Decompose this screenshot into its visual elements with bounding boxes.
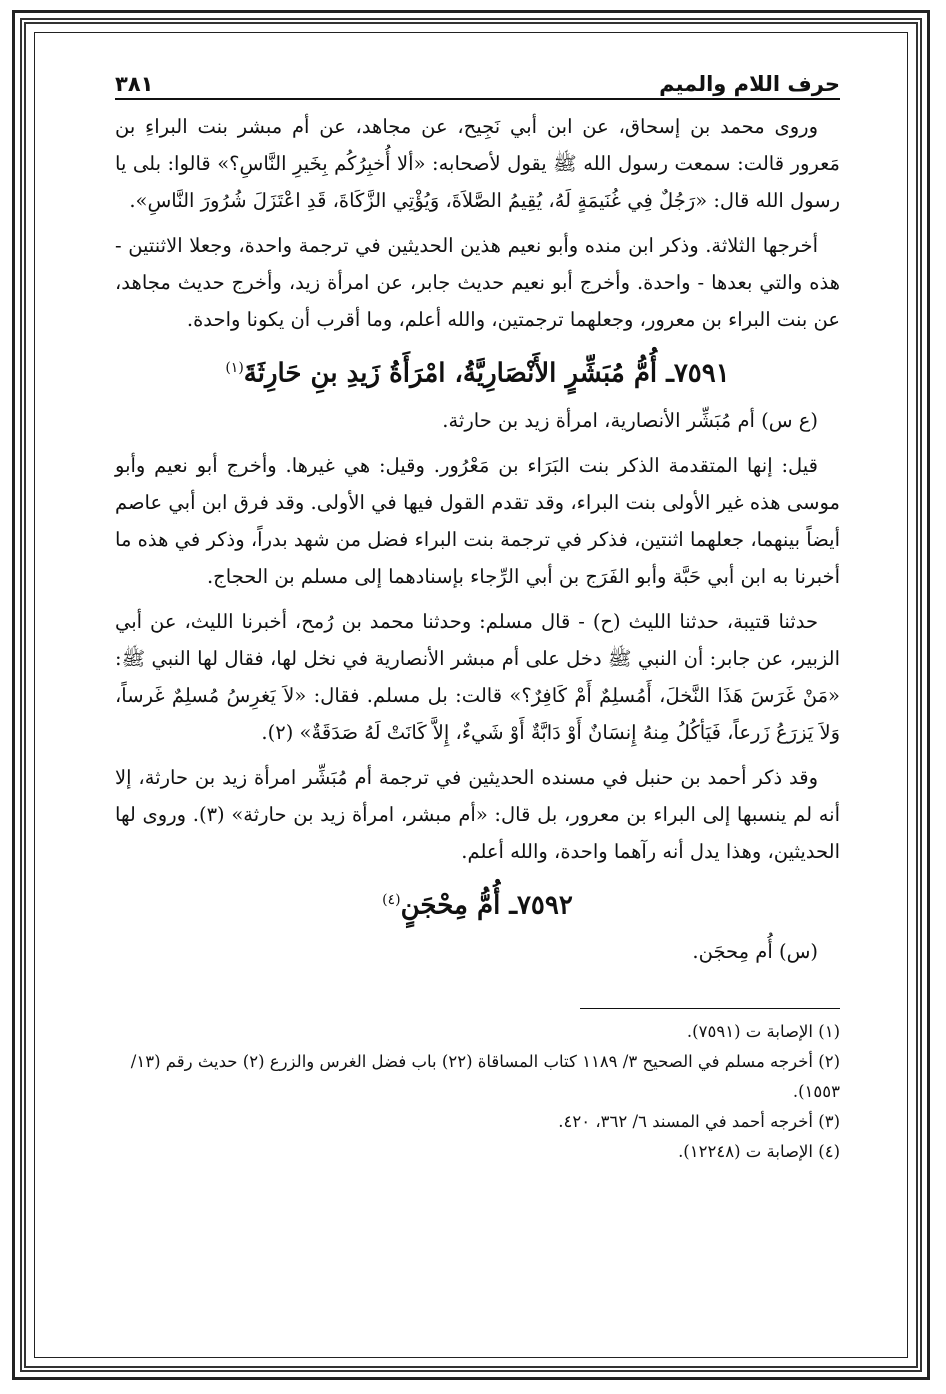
- paragraph: أخرجها الثلاثة. وذكر ابن منده وأبو نعيم هذين الحديثين في ترجمة واحدة، وجعلا الاثنتين - هذه والتي بعدها - واحدة. وأخرج أبو نعيم حديث جابر، عن امرأة زيد، وأخرج حديث مجاهد، عن بنت البراء بن معرور، وجعلهما ترجمتين، والله أعلم، وما أقرب أن يكونا واحدة.: [115, 234, 840, 331]
- paragraph: حدثنا قتيبة، حدثنا الليث (ح) - قال مسلم: وحدثنا محمد بن رُمح، أخبرنا الليث، عن أبي الزبير، عن جابر: أن النبي ﷺ دخل على أم مبشر الأنصارية في نخل لها، فقال لها النبي ﷺ: «مَنْ غَرَسَ هَذَا النَّخلَ، أَمُسلِمٌ أَمْ كَافِرٌ؟» قالت: بل مسلم. فقال: «لاَ يَغرِسُ مُسلِمٌ غَرساً، وَلاَ يَزرَعُ زَرعاً، فَيَأكُلُ مِنهُ إِنسَانٌ أَوْ دَابَّةٌ أَوْ شَيءٌ، إِلاَّ كَانَتْ لَهُ صَدَقَةٌ» (٢).: [115, 609, 840, 744]
- footnote: (٣) أخرجه أحمد في المسند ٦/ ٣٦٢، ٤٢٠.: [558, 1112, 840, 1132]
- footnote: (٢) أخرجه مسلم في الصحيح ٣/ ١١٨٩ كتاب المساقاة (٢٢) باب فضل الغرس والزرع (٢) حديث رقم (١٣/ ١٥٥٣).: [130, 1052, 840, 1102]
- footnotes: [115, 1017, 840, 1167]
- paragraph: قيل: إنها المتقدمة الذكر بنت البَرَاء بن مَعْرُور. وقيل: هي غيرها. وأخرج أبو نعيم وأبو موسى هذه غير الأولى بنت البراء، وقد تقدم القول فيها في الأولى. وقد فرق ابن أبي عاصم أيضاً بينهما، جعلهما اثنتين، فذكر في ترجمة بنت البراء فضل من شهد بدراً، وذكر في هذه ما أخبرنا به ابن أبي حَبَّة وأبو الفَرَج بن أبي الرِّجاء بإسنادهما إلى مسلم بن الحجاج.: [115, 453, 840, 588]
- entry-intro: (ع س) أم مُبَشِّر الأنصارية، امرأة زيد بن حارثة.: [442, 408, 818, 432]
- footnote-marker: (١): [225, 360, 244, 376]
- footnote-separator: [580, 1008, 840, 1009]
- running-header: [115, 58, 840, 100]
- entry-intro: (س) أُم مِحجَن.: [692, 940, 818, 964]
- entry-heading-7591: [115, 346, 840, 396]
- page-content: [115, 58, 840, 1358]
- entry-title: ٧٥٩١ـ أُمُّ مُبَشِّرٍ الأَنْصَارِيَّةُ، امْرَأَةُ زَيدِ بنِ حَارِثَةَ: [243, 358, 730, 389]
- page-number: ٣٨١: [115, 72, 154, 96]
- main-text: [115, 108, 840, 970]
- entry-heading-7592: [115, 878, 840, 928]
- footnote-marker: (٤): [382, 891, 401, 908]
- running-title: حرف اللام والميم: [659, 72, 840, 96]
- entry-title: ٧٥٩٢ـ أُمُّ مِحْجَنٍ: [400, 890, 573, 921]
- footnote: (١) الإصابة ت (٧٥٩١).: [686, 1022, 840, 1042]
- paragraph: وقد ذكر أحمد بن حنبل في مسنده الحديثين في ترجمة أم مُبَشِّر امرأة زيد بن حارثة، إلا أنه لم ينسبها إلى البراء بن معرور، بل قال: «أم مبشر، امرأة زيد بن حارثة» (٣). وروى لها الحديثين، وهذا يدل أنه رآهما واحدة، والله أعلم.: [115, 765, 841, 863]
- footnote: (٤) الإصابة ت (١٢٢٤٨).: [678, 1142, 840, 1162]
- paragraph: وروى محمد بن إسحاق، عن ابن أبي نَجِيح، عن مجاهد، عن أم مبشر بنت البراءِ بن مَعرور قالت: سمعت رسول الله ﷺ يقول لأصحابه: «ألا أُخبِرُكُم بِخَيرِ النَّاسِ؟» قالوا: بلى يا رسول الله قال: «رَجُلٌ فِي غُنَيمَةٍ لَهُ، يُقِيمُ الصَّلاَةَ، وَيُؤْتِي الزَّكَاةَ، قَدِ اعْتَزَلَ شُرُورَ النَّاسِ».: [115, 115, 840, 212]
